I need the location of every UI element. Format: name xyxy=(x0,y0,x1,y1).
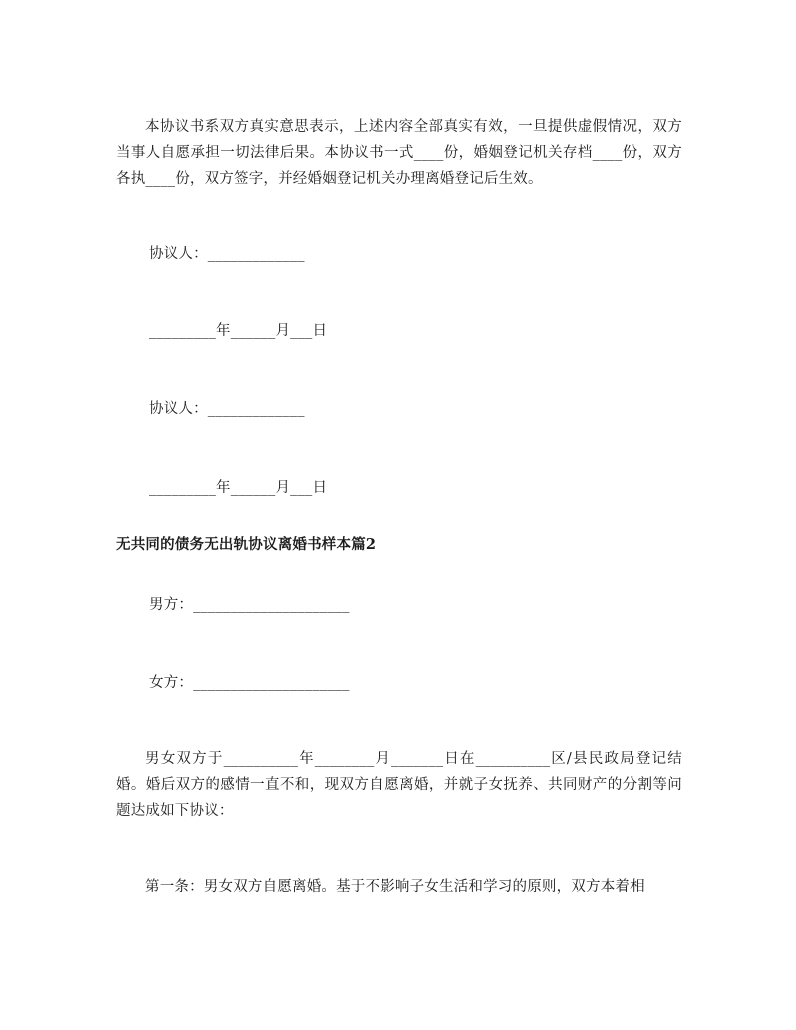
signer-line-1: 协议人：_____________ xyxy=(149,246,305,262)
article-one-paragraph: 第一条：男女双方自愿离婚。基于不影响子女生活和学习的原则，双方本着相 xyxy=(145,879,645,895)
section-heading: 无共同的债务无出轨协议离婚书样本篇2 xyxy=(116,536,377,553)
date-line-1: _________年______月___日 xyxy=(149,323,328,339)
male-party-line: 男方：_____________________ xyxy=(149,597,350,613)
female-party-line: 女方：_____________________ xyxy=(149,675,350,691)
marriage-info-paragraph: 男女双方于__________年________月_______日在__________区/县民政局登记结婚。婚后双方的感情一直不和，现双方自愿离婚，并就子女抚养、共同财产的分割等问题达成如下协议： xyxy=(116,751,682,819)
signer-line-2: 协议人：_____________ xyxy=(149,401,305,417)
agreement-statement-paragraph: 本协议书系双方真实意思表示，上述内容全部真实有效，一旦提供虚假情况，双方当事人自愿承担一切法律后果。本协议书一式____份，婚姻登记机关存档____份，双方各执____份，双方签字，并经婚姻登记机关办理离婚登记后生效。 xyxy=(116,119,682,187)
date-line-2: _________年______月___日 xyxy=(149,480,328,496)
